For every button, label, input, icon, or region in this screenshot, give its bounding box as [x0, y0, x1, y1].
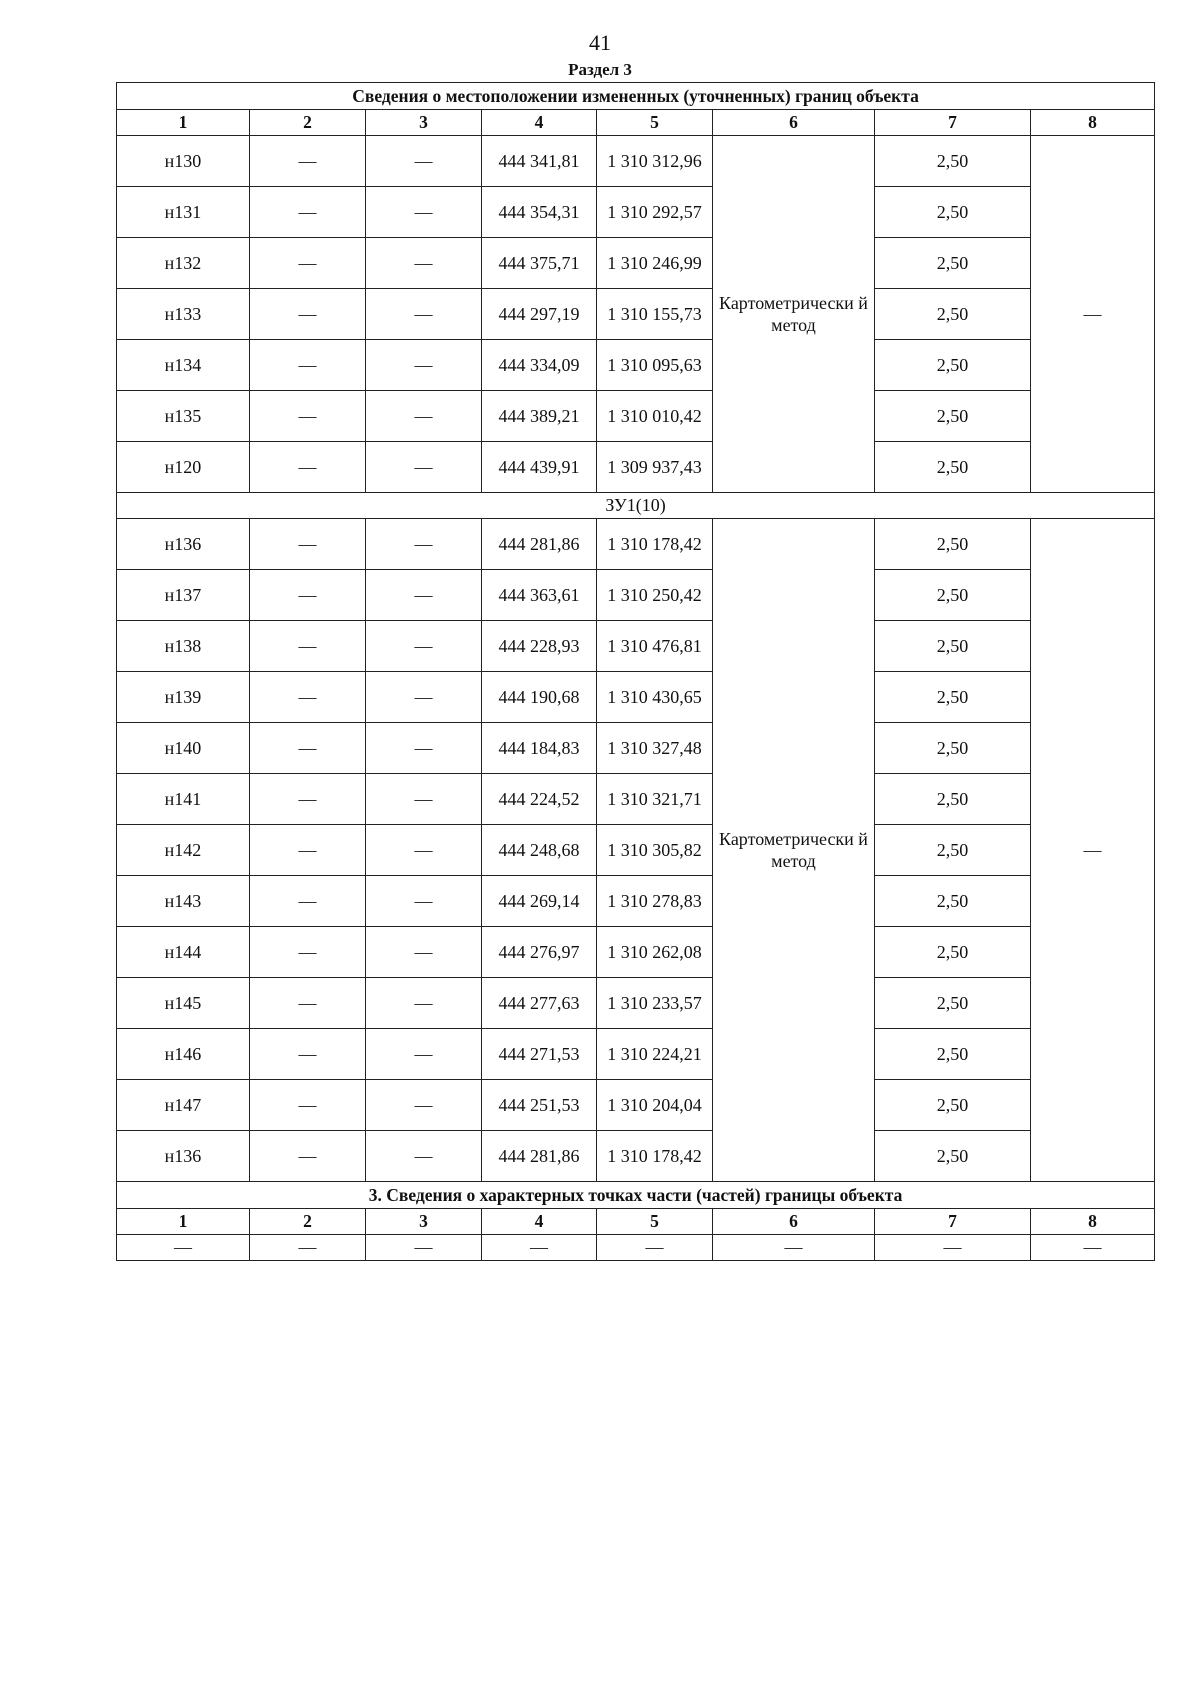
- col2-cell: —: [250, 442, 366, 493]
- table-row: [117, 774, 1155, 825]
- group-label-row: [117, 493, 1155, 519]
- point-name-cell: н142: [117, 825, 250, 876]
- col2-cell: —: [250, 238, 366, 289]
- x-coordinate-cell: 444 354,31: [482, 187, 597, 238]
- accuracy-cell: 2,50: [875, 1080, 1031, 1131]
- accuracy-cell: 2,50: [875, 825, 1031, 876]
- col8-cell: —: [1031, 519, 1155, 1182]
- column-header-4: 4: [482, 110, 597, 136]
- parts-header-7: 7: [875, 1209, 1031, 1235]
- point-name-cell: н144: [117, 927, 250, 978]
- x-coordinate-cell: 444 334,09: [482, 340, 597, 391]
- accuracy-cell: 2,50: [875, 340, 1031, 391]
- col3-cell: —: [366, 723, 482, 774]
- x-coordinate-cell: 444 281,86: [482, 519, 597, 570]
- column-header-7: 7: [875, 110, 1031, 136]
- y-coordinate-cell: 1 310 233,57: [597, 978, 713, 1029]
- x-coordinate-cell: 444 184,83: [482, 723, 597, 774]
- y-coordinate-cell: 1 310 312,96: [597, 136, 713, 187]
- page-number: 41: [589, 30, 611, 55]
- table-row: [117, 391, 1155, 442]
- x-coordinate-cell: 444 271,53: [482, 1029, 597, 1080]
- point-name-cell: н143: [117, 876, 250, 927]
- parts-header-2: 2: [250, 1209, 366, 1235]
- parts-cell-6: —: [713, 1235, 875, 1261]
- column-header-8: 8: [1031, 110, 1155, 136]
- y-coordinate-cell: 1 310 178,42: [597, 519, 713, 570]
- x-coordinate-cell: 444 297,19: [482, 289, 597, 340]
- table-row: [117, 570, 1155, 621]
- y-coordinate-cell: 1 309 937,43: [597, 442, 713, 493]
- point-name-cell: н145: [117, 978, 250, 1029]
- parts-cell-4: —: [482, 1235, 597, 1261]
- col2-cell: —: [250, 978, 366, 1029]
- point-name-cell: н131: [117, 187, 250, 238]
- parts-cell-8: —: [1031, 1235, 1155, 1261]
- table-row: [117, 187, 1155, 238]
- point-name-cell: н130: [117, 136, 250, 187]
- y-coordinate-cell: 1 310 095,63: [597, 340, 713, 391]
- y-coordinate-cell: 1 310 305,82: [597, 825, 713, 876]
- table-title-row: [117, 83, 1155, 110]
- point-name-cell: н140: [117, 723, 250, 774]
- y-coordinate-cell: 1 310 327,48: [597, 723, 713, 774]
- table-row: [117, 1029, 1155, 1080]
- table-body: [117, 83, 1155, 1261]
- parts-cell-7: —: [875, 1235, 1031, 1261]
- table-row: [117, 519, 1155, 570]
- table-row: [117, 442, 1155, 493]
- col8-cell: —: [1031, 136, 1155, 493]
- point-name-cell: н132: [117, 238, 250, 289]
- column-header-row: [117, 110, 1155, 136]
- col2-cell: —: [250, 825, 366, 876]
- x-coordinate-cell: 444 439,91: [482, 442, 597, 493]
- accuracy-cell: 2,50: [875, 723, 1031, 774]
- x-coordinate-cell: 444 190,68: [482, 672, 597, 723]
- x-coordinate-cell: 444 281,86: [482, 1131, 597, 1182]
- col2-cell: —: [250, 672, 366, 723]
- accuracy-cell: 2,50: [875, 136, 1031, 187]
- col3-cell: —: [366, 774, 482, 825]
- parts-cell-5: —: [597, 1235, 713, 1261]
- column-header-6: 6: [713, 110, 875, 136]
- point-name-cell: н139: [117, 672, 250, 723]
- col2-cell: —: [250, 621, 366, 672]
- method-cell: Картометрически й метод: [713, 519, 875, 1182]
- point-name-cell: н141: [117, 774, 250, 825]
- table-row: [117, 1080, 1155, 1131]
- x-coordinate-cell: 444 363,61: [482, 570, 597, 621]
- y-coordinate-cell: 1 310 278,83: [597, 876, 713, 927]
- parts-header-row: [117, 1209, 1155, 1235]
- col2-cell: —: [250, 1080, 366, 1131]
- col2-cell: —: [250, 136, 366, 187]
- col3-cell: —: [366, 825, 482, 876]
- parts-cell-3: —: [366, 1235, 482, 1261]
- column-header-2: 2: [250, 110, 366, 136]
- parts-title: 3. Сведения о характерных точках части (частей) границы объекта: [117, 1182, 1155, 1209]
- point-name-cell: н135: [117, 391, 250, 442]
- col2-cell: —: [250, 723, 366, 774]
- table-row: [117, 621, 1155, 672]
- boundary-table: [116, 82, 1155, 1261]
- x-coordinate-cell: 444 224,52: [482, 774, 597, 825]
- table-row: [117, 672, 1155, 723]
- parts-header-6: 6: [713, 1209, 875, 1235]
- col3-cell: —: [366, 289, 482, 340]
- col3-cell: —: [366, 391, 482, 442]
- group-label: ЗУ1(10): [117, 493, 1155, 519]
- x-coordinate-cell: 444 276,97: [482, 927, 597, 978]
- accuracy-cell: 2,50: [875, 519, 1031, 570]
- y-coordinate-cell: 1 310 010,42: [597, 391, 713, 442]
- y-coordinate-cell: 1 310 246,99: [597, 238, 713, 289]
- y-coordinate-cell: 1 310 250,42: [597, 570, 713, 621]
- point-name-cell: н133: [117, 289, 250, 340]
- accuracy-cell: 2,50: [875, 391, 1031, 442]
- parts-header-8: 8: [1031, 1209, 1155, 1235]
- col3-cell: —: [366, 136, 482, 187]
- column-header-3: 3: [366, 110, 482, 136]
- y-coordinate-cell: 1 310 224,21: [597, 1029, 713, 1080]
- point-name-cell: н137: [117, 570, 250, 621]
- y-coordinate-cell: 1 310 430,65: [597, 672, 713, 723]
- y-coordinate-cell: 1 310 155,73: [597, 289, 713, 340]
- col3-cell: —: [366, 621, 482, 672]
- parts-cell-2: —: [250, 1235, 366, 1261]
- x-coordinate-cell: 444 251,53: [482, 1080, 597, 1131]
- col2-cell: —: [250, 570, 366, 621]
- point-name-cell: н146: [117, 1029, 250, 1080]
- col3-cell: —: [366, 672, 482, 723]
- y-coordinate-cell: 1 310 292,57: [597, 187, 713, 238]
- x-coordinate-cell: 444 389,21: [482, 391, 597, 442]
- col3-cell: —: [366, 1131, 482, 1182]
- y-coordinate-cell: 1 310 262,08: [597, 927, 713, 978]
- point-name-cell: н134: [117, 340, 250, 391]
- accuracy-cell: 2,50: [875, 978, 1031, 1029]
- col2-cell: —: [250, 774, 366, 825]
- point-name-cell: н138: [117, 621, 250, 672]
- point-name-cell: н136: [117, 519, 250, 570]
- col2-cell: —: [250, 289, 366, 340]
- accuracy-cell: 2,50: [875, 289, 1031, 340]
- col3-cell: —: [366, 570, 482, 621]
- x-coordinate-cell: 444 248,68: [482, 825, 597, 876]
- col2-cell: —: [250, 340, 366, 391]
- x-coordinate-cell: 444 269,14: [482, 876, 597, 927]
- y-coordinate-cell: 1 310 204,04: [597, 1080, 713, 1131]
- column-header-5: 5: [597, 110, 713, 136]
- col2-cell: —: [250, 1131, 366, 1182]
- point-name-cell: н136: [117, 1131, 250, 1182]
- col2-cell: —: [250, 1029, 366, 1080]
- accuracy-cell: 2,50: [875, 238, 1031, 289]
- col3-cell: —: [366, 238, 482, 289]
- table-row: [117, 927, 1155, 978]
- accuracy-cell: 2,50: [875, 876, 1031, 927]
- table-row: [117, 289, 1155, 340]
- col3-cell: —: [366, 978, 482, 1029]
- x-coordinate-cell: 444 277,63: [482, 978, 597, 1029]
- accuracy-cell: 2,50: [875, 1029, 1031, 1080]
- col3-cell: —: [366, 187, 482, 238]
- parts-data-row: [117, 1235, 1155, 1261]
- col2-cell: —: [250, 187, 366, 238]
- col2-cell: —: [250, 391, 366, 442]
- point-name-cell: н120: [117, 442, 250, 493]
- table-row: [117, 1131, 1155, 1182]
- table-row: [117, 340, 1155, 391]
- parts-cell-1: —: [117, 1235, 250, 1261]
- x-coordinate-cell: 444 341,81: [482, 136, 597, 187]
- table-row: [117, 136, 1155, 187]
- table-row: [117, 978, 1155, 1029]
- parts-header-5: 5: [597, 1209, 713, 1235]
- accuracy-cell: 2,50: [875, 774, 1031, 825]
- col3-cell: —: [366, 1080, 482, 1131]
- accuracy-cell: 2,50: [875, 927, 1031, 978]
- table-row: [117, 825, 1155, 876]
- point-name-cell: н147: [117, 1080, 250, 1131]
- table-row: [117, 876, 1155, 927]
- accuracy-cell: 2,50: [875, 621, 1031, 672]
- section-label: Раздел 3: [568, 60, 632, 79]
- table-row: [117, 723, 1155, 774]
- table-title: Сведения о местоположении измененных (уточненных) границ объекта: [117, 83, 1155, 110]
- accuracy-cell: 2,50: [875, 570, 1031, 621]
- column-header-1: 1: [117, 110, 250, 136]
- accuracy-cell: 2,50: [875, 187, 1031, 238]
- y-coordinate-cell: 1 310 321,71: [597, 774, 713, 825]
- x-coordinate-cell: 444 375,71: [482, 238, 597, 289]
- method-cell: Картометрически й метод: [713, 136, 875, 493]
- y-coordinate-cell: 1 310 178,42: [597, 1131, 713, 1182]
- col3-cell: —: [366, 442, 482, 493]
- accuracy-cell: 2,50: [875, 442, 1031, 493]
- parts-title-row: [117, 1182, 1155, 1209]
- col3-cell: —: [366, 519, 482, 570]
- col3-cell: —: [366, 927, 482, 978]
- col3-cell: —: [366, 1029, 482, 1080]
- col2-cell: —: [250, 876, 366, 927]
- parts-header-4: 4: [482, 1209, 597, 1235]
- col2-cell: —: [250, 927, 366, 978]
- accuracy-cell: 2,50: [875, 672, 1031, 723]
- parts-header-3: 3: [366, 1209, 482, 1235]
- x-coordinate-cell: 444 228,93: [482, 621, 597, 672]
- col2-cell: —: [250, 519, 366, 570]
- col3-cell: —: [366, 876, 482, 927]
- y-coordinate-cell: 1 310 476,81: [597, 621, 713, 672]
- accuracy-cell: 2,50: [875, 1131, 1031, 1182]
- col3-cell: —: [366, 340, 482, 391]
- table-row: [117, 238, 1155, 289]
- parts-header-1: 1: [117, 1209, 250, 1235]
